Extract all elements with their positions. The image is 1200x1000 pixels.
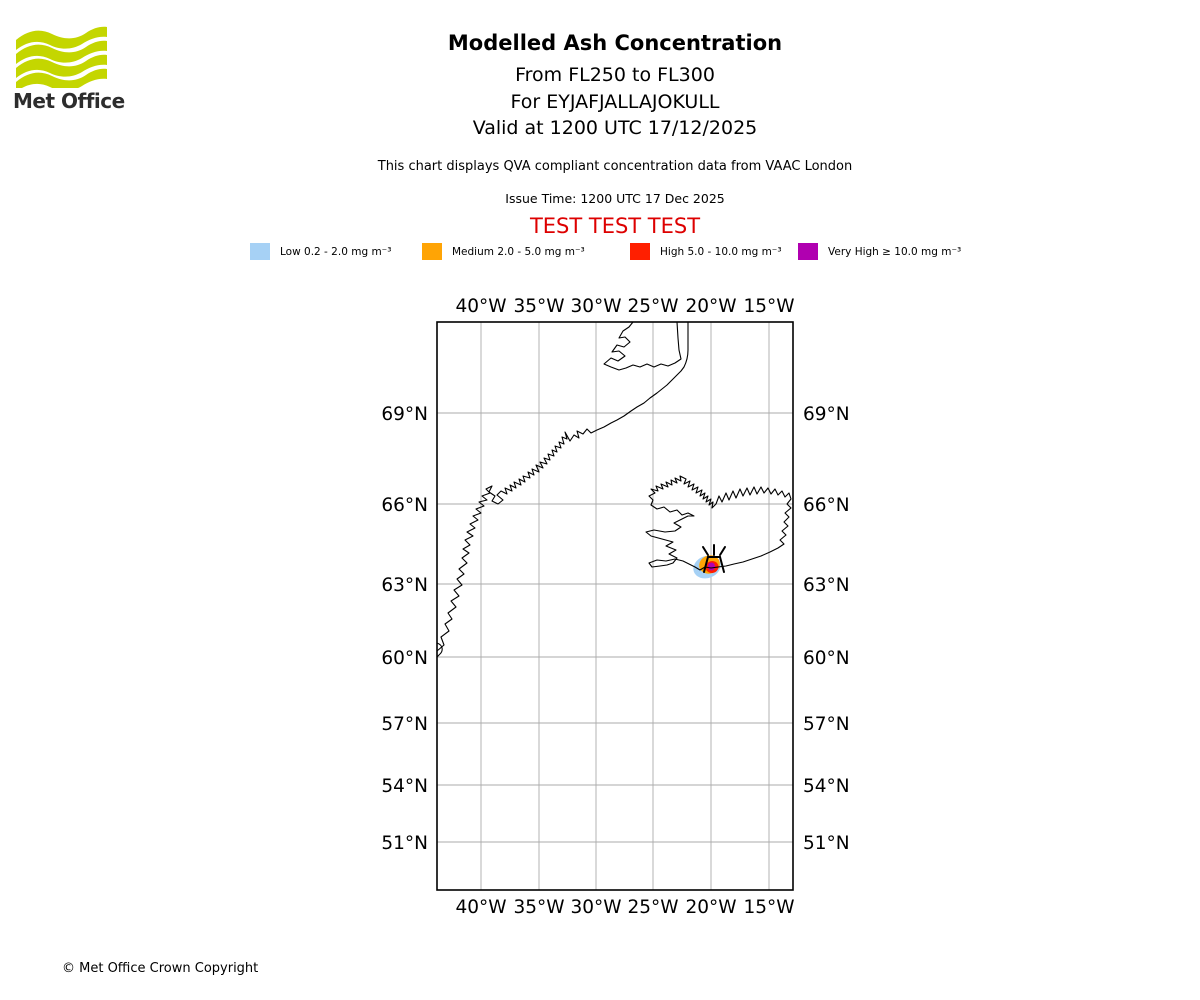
logo-wordmark: Met Office xyxy=(13,89,125,113)
legend-swatch-low xyxy=(250,243,270,260)
test-banner: TEST TEST TEST xyxy=(529,214,701,238)
coastlines xyxy=(437,322,791,657)
lat-tick-label: 63°N xyxy=(803,575,850,596)
lon-tick-label: 40°W xyxy=(455,296,507,317)
lon-tick-label: 25°W xyxy=(627,296,679,317)
copyright-notice: © Met Office Crown Copyright xyxy=(62,961,259,976)
legend-swatch-very-high xyxy=(798,243,818,260)
lon-axis-top xyxy=(455,296,794,317)
ash-area-very-high xyxy=(708,563,715,571)
subtitle-valid-time: Valid at 1200 UTC 17/12/2025 xyxy=(472,117,758,139)
medium-swatch-icon xyxy=(422,243,442,260)
lon-tick-label: 20°W xyxy=(685,296,737,317)
lat-tick-label: 60°N xyxy=(803,648,850,669)
lon-tick-label: 35°W xyxy=(513,897,565,918)
lon-tick-label: 30°W xyxy=(570,296,622,317)
legend-label-very-high: Very High ≥ 10.0 mg m⁻³ xyxy=(828,245,962,258)
lat-tick-label: 69°N xyxy=(803,404,850,425)
legend-item-low xyxy=(250,242,391,261)
lon-tick-label: 40°W xyxy=(455,897,507,918)
legend-item-high xyxy=(630,242,782,261)
very-high-swatch-icon xyxy=(798,243,818,260)
qva-description: This chart displays QVA compliant concentration data from VAAC London xyxy=(377,159,853,174)
issue-time: Issue Time: 1200 UTC 17 Dec 2025 xyxy=(505,191,725,206)
lon-tick-label: 20°W xyxy=(685,897,737,918)
legend-item-medium xyxy=(422,242,585,261)
lon-tick-label: 15°W xyxy=(743,897,795,918)
high-swatch-icon xyxy=(630,243,650,260)
lat-axis-right xyxy=(803,404,850,854)
map-grid xyxy=(437,322,793,890)
ash-concentration-map xyxy=(370,280,870,930)
greenland-coastline xyxy=(437,322,688,651)
lon-tick-label: 30°W xyxy=(570,897,622,918)
lat-tick-label: 66°N xyxy=(381,495,428,516)
page-title: Modelled Ash Concentration xyxy=(447,31,783,55)
legend-swatch-high xyxy=(630,243,650,260)
lat-axis-left xyxy=(381,404,428,854)
lat-tick-label: 63°N xyxy=(381,575,428,596)
subtitle-flight-levels: From FL250 to FL300 xyxy=(515,64,715,86)
lat-tick-label: 69°N xyxy=(381,404,428,425)
low-swatch-icon xyxy=(250,243,270,260)
lat-tick-label: 51°N xyxy=(803,833,850,854)
legend-label-medium: Medium 2.0 - 5.0 mg m⁻³ xyxy=(452,245,585,258)
volcano-eruption-ray xyxy=(703,547,708,555)
lon-axis-bottom xyxy=(455,897,794,918)
legend-item-very-high xyxy=(798,242,961,261)
lon-tick-label: 15°W xyxy=(743,296,795,317)
lat-tick-label: 60°N xyxy=(381,648,428,669)
legend-swatch-medium xyxy=(422,243,442,260)
lat-tick-label: 51°N xyxy=(381,833,428,854)
lat-tick-label: 54°N xyxy=(381,776,428,797)
lat-tick-label: 66°N xyxy=(803,495,850,516)
lon-tick-label: 35°W xyxy=(513,296,565,317)
subtitle-volcano: For EYJAFJALLAJOKULL xyxy=(510,91,720,113)
legend-label-low: Low 0.2 - 2.0 mg m⁻³ xyxy=(280,245,392,258)
volcano-eruption-ray xyxy=(720,547,725,555)
lat-tick-label: 54°N xyxy=(803,776,850,797)
lat-tick-label: 57°N xyxy=(803,714,850,735)
lat-tick-label: 57°N xyxy=(381,714,428,735)
map-frame xyxy=(437,322,793,890)
greenland-fjord-coastline xyxy=(604,322,681,370)
legend-label-high: High 5.0 - 10.0 mg m⁻³ xyxy=(660,245,782,258)
lon-tick-label: 25°W xyxy=(627,897,679,918)
